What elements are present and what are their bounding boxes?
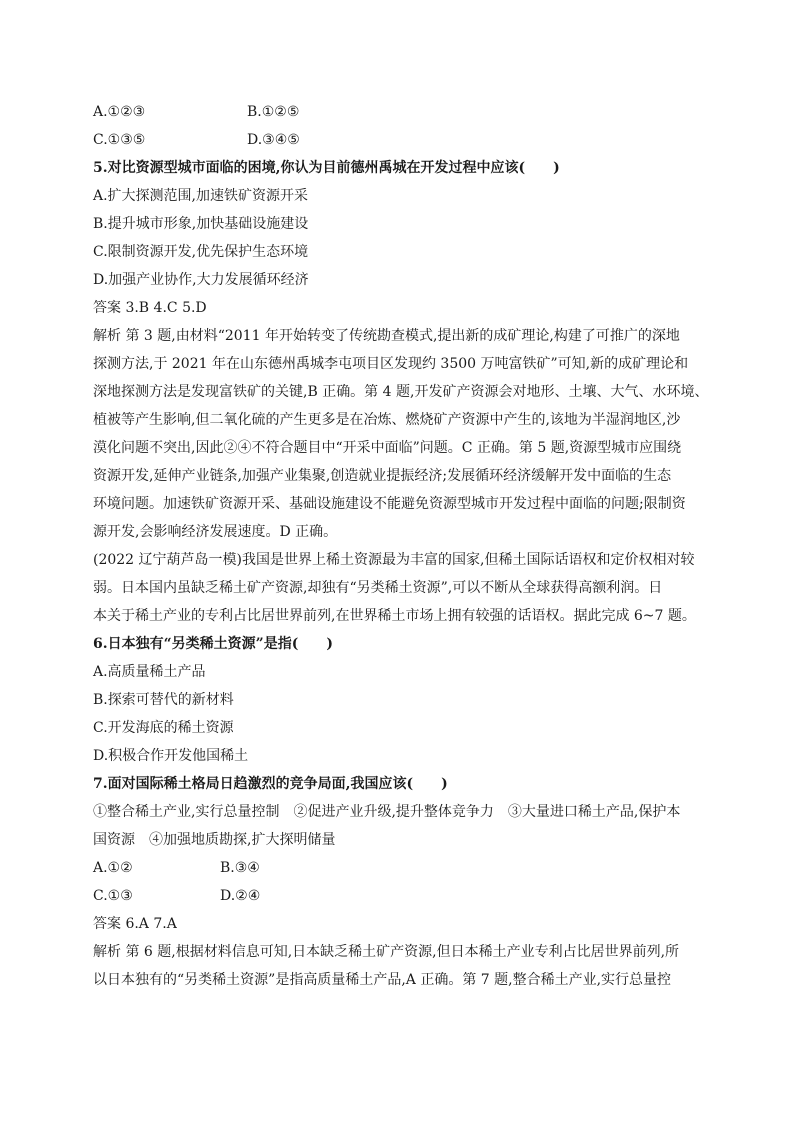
q4-option-a: A.①②③ — [93, 104, 146, 120]
q7-options-row-1 — [93, 858, 260, 878]
q4-option-c: C.①③⑤ — [93, 132, 146, 148]
q7-option-a: A.①② — [93, 860, 133, 876]
analysis-6-7-line-1: 解析 第 6 题,根据材料信息可知,日本缺乏稀土矿产资源,但日本稀土产业专利占比居世界前列,所 — [93, 944, 680, 960]
q7-option-c: C.①③ — [93, 888, 133, 904]
q7-options-row-2 — [93, 886, 261, 906]
analysis-3-5-line-8: 源开发,会影响经济发展速度。D 正确。 — [93, 524, 338, 540]
q6-option-d: D.积极合作开发他国稀土 — [93, 748, 249, 764]
q6-option-a: A.高质量稀土产品 — [93, 664, 206, 680]
q5-option-d: D.加强产业协作,大力发展循环经济 — [93, 272, 309, 288]
answer-6-7: 答案 6.A 7.A — [93, 916, 177, 932]
analysis-3-5-line-6: 资源开发,延伸产业链条,加强产业集聚,创造就业提振经济;发展循环经济缓解开发中面临的生态 — [93, 468, 672, 484]
q7-items-line-1: ①整合稀土产业,实行总量控制 ②促进产业升级,提升整体竞争力 ③大量进口稀土产品,保护本 — [93, 804, 681, 820]
analysis-3-5-line-5: 漠化问题不突出,因此②④不符合题目中“开采中面临”问题。C 正确。第 5 题,资源型城市应围绕 — [93, 440, 682, 456]
analysis-3-5-line-4: 植被等产生影响,但二氧化硫的产生更多是在冶炼、燃烧矿产资源中产生的,该地为半湿润地区,沙 — [93, 412, 681, 428]
answer-3-5: 答案 3.B 4.C 5.D — [93, 300, 207, 316]
q4-options-row-2 — [93, 130, 300, 150]
q4-options-row-1 — [93, 102, 300, 122]
q7-stem: 7.面对国际稀土格局日趋激烈的竞争局面,我国应该( ) — [93, 776, 448, 792]
analysis-3-5-line-2: 探测方法,于 2021 年在山东德州禹城李屯项目区发现约 3500 万吨富铁矿”可知,新的成矿理论和 — [93, 356, 689, 372]
q7-option-d: D.②④ — [220, 888, 261, 904]
q5-option-a: A.扩大探测范围,加速铁矿资源开采 — [93, 188, 309, 204]
q5-stem: 5.对比资源型城市面临的困境,你认为目前德州禹城在开发过程中应该( ) — [93, 160, 560, 176]
analysis-3-5-line-7: 环境问题。加速铁矿资源开采、基础设施建设不能避免资源型城市开发过程中面临的问题;限制资 — [93, 496, 686, 512]
material-line-2: 弱。日本国内虽缺乏稀土矿产资源,却独有“另类稀土资源”,可以不断从全球获得高额利润。日 — [93, 580, 663, 596]
q6-stem: 6.日本独有“另类稀土资源”是指( ) — [93, 636, 333, 652]
q7-option-b: B.③④ — [220, 860, 260, 876]
q6-option-b: B.探索可替代的新材料 — [93, 692, 234, 708]
q5-option-b: B.提升城市形象,加快基础设施建设 — [93, 216, 309, 232]
material-line-3: 本关于稀土产业的专利占比居世界前列,在世界稀土市场上拥有较强的话语权。据此完成 6~7 题。 — [93, 608, 696, 624]
q4-option-b: B.①②⑤ — [247, 104, 300, 120]
q6-option-c: C.开发海底的稀土资源 — [93, 720, 234, 736]
analysis-3-5-line-3: 深地探测方法是发现富铁矿的关键,B 正确。第 4 题,开发矿产资源会对地形、土壤、大气、水环境、 — [93, 384, 709, 400]
q7-items-line-2: 国资源 ④加强地质勘探,扩大探明储量 — [93, 832, 336, 848]
q4-option-d: D.③④⑤ — [247, 132, 300, 148]
analysis-6-7-line-2: 以日本独有的“另类稀土资源”是指高质量稀土产品,A 正确。第 7 题,整合稀土产业,实行总量控 — [93, 972, 672, 988]
q5-option-c: C.限制资源开发,优先保护生态环境 — [93, 244, 309, 260]
material-line-1: (2022 辽宁葫芦岛一模)我国是世界上稀土资源最为丰富的国家,但稀土国际话语权和定价权相对较 — [93, 552, 695, 568]
analysis-3-5-line-1: 解析 第 3 题,由材料“2011 年开始转变了传统勘查模式,提出新的成矿理论,构建了可推广的深地 — [93, 328, 680, 344]
